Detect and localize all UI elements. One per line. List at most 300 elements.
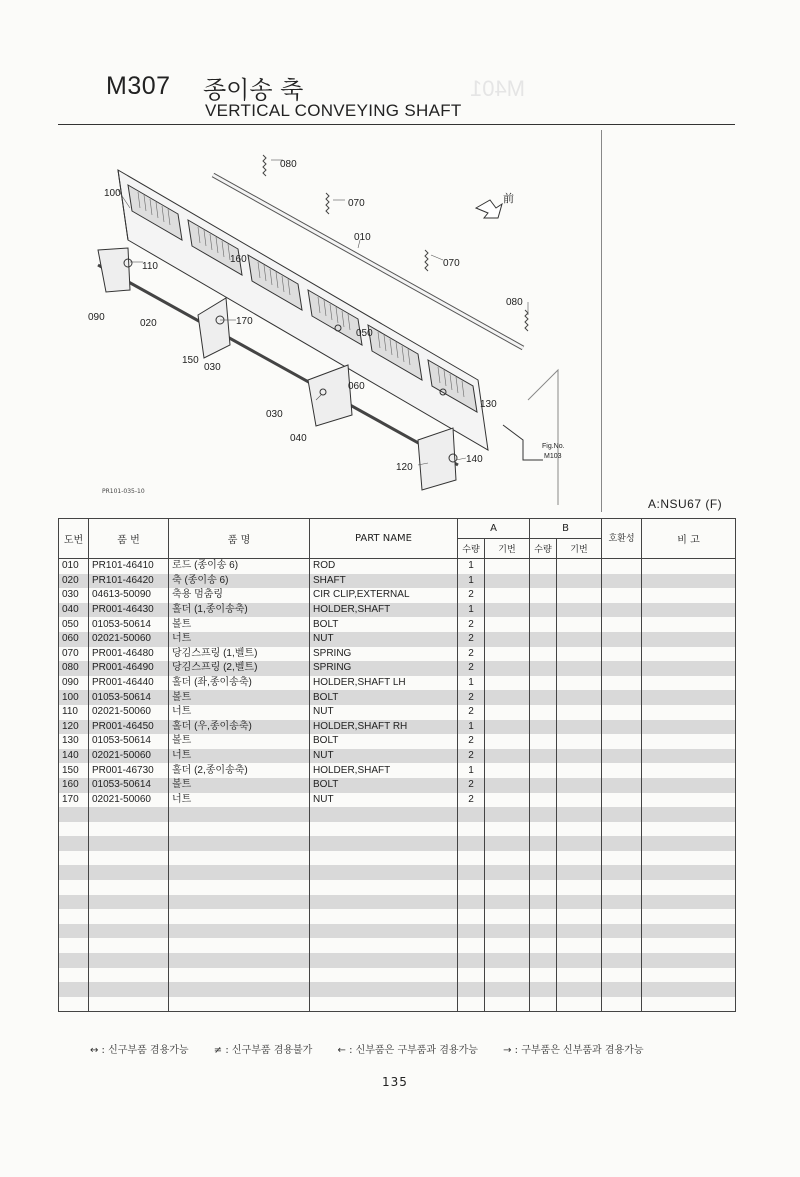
cell-name-kr: 홀더 (2,종이송축) — [169, 763, 310, 778]
table-row — [59, 997, 736, 1012]
cell-part-name: BOLT — [310, 734, 458, 749]
cell-part-name: SPRING — [310, 661, 458, 676]
cell-empty — [485, 676, 530, 691]
cell-empty — [485, 865, 530, 880]
cell-empty — [485, 647, 530, 662]
cell-name-kr: 볼트 — [169, 734, 310, 749]
cell-empty — [557, 865, 602, 880]
cell-part-no: 04613-50090 — [89, 588, 169, 603]
cell-empty — [485, 807, 530, 822]
cell-empty — [485, 836, 530, 851]
cell-empty — [642, 793, 736, 808]
cell-empty — [602, 705, 642, 720]
cell-empty — [530, 909, 557, 924]
table-row — [59, 734, 736, 749]
cell-empty — [530, 559, 557, 574]
cell-empty — [642, 997, 736, 1012]
cell-empty — [485, 909, 530, 924]
cell-part-no: PR001-46480 — [89, 647, 169, 662]
cell-empty — [557, 734, 602, 749]
cell-empty — [602, 924, 642, 939]
cell-empty — [557, 822, 602, 837]
cell-part-name: HOLDER,SHAFT — [310, 763, 458, 778]
cell-empty — [557, 997, 602, 1012]
cell-empty — [557, 661, 602, 676]
col-header-no: 도번 — [59, 519, 89, 559]
cell-part-name — [310, 982, 458, 997]
cell-empty — [557, 749, 602, 764]
cell-part-name — [310, 997, 458, 1012]
callout-060: 060 — [348, 381, 365, 392]
col-header-part-name: PART NAME — [310, 519, 458, 559]
callout-100: 100 — [104, 188, 121, 199]
cell-qty — [458, 968, 485, 983]
fig-label: Fig.No. — [542, 443, 565, 450]
cell-empty — [530, 705, 557, 720]
cell-part-no: PR001-46430 — [89, 603, 169, 618]
table-row — [59, 836, 736, 851]
cell-empty — [530, 632, 557, 647]
cell-no — [59, 851, 89, 866]
cell-part-name: SHAFT — [310, 574, 458, 589]
callout-070b: 070 — [443, 258, 460, 269]
cell-empty — [557, 851, 602, 866]
cell-qty — [458, 997, 485, 1012]
cell-no: 170 — [59, 793, 89, 808]
cell-empty — [557, 690, 602, 705]
cell-name-kr — [169, 822, 310, 837]
cell-empty — [642, 690, 736, 705]
cell-empty — [530, 880, 557, 895]
cell-empty — [557, 720, 602, 735]
model-label: A:NSU67 (F) — [648, 497, 723, 511]
table-row — [59, 909, 736, 924]
cell-empty — [602, 982, 642, 997]
diagram-divider — [601, 130, 602, 512]
cell-empty — [602, 749, 642, 764]
callout-030b: 030 — [266, 409, 283, 420]
cell-empty — [485, 632, 530, 647]
cell-empty — [557, 588, 602, 603]
cell-empty — [642, 676, 736, 691]
cell-name-kr — [169, 836, 310, 851]
cell-empty — [530, 778, 557, 793]
cell-no: 020 — [59, 574, 89, 589]
cell-name-kr — [169, 865, 310, 880]
cell-part-name — [310, 953, 458, 968]
cell-empty — [530, 836, 557, 851]
cell-part-no: 02021-50060 — [89, 793, 169, 808]
cell-no — [59, 968, 89, 983]
cell-qty: 2 — [458, 749, 485, 764]
cell-name-kr: 볼트 — [169, 690, 310, 705]
cell-no — [59, 997, 89, 1012]
header-rule — [58, 124, 735, 125]
cell-qty — [458, 909, 485, 924]
cell-no — [59, 895, 89, 910]
cell-empty — [485, 705, 530, 720]
cell-empty — [642, 851, 736, 866]
cell-empty — [557, 632, 602, 647]
cell-no: 060 — [59, 632, 89, 647]
cell-no — [59, 953, 89, 968]
cell-empty — [557, 909, 602, 924]
cell-no — [59, 880, 89, 895]
cell-empty — [485, 880, 530, 895]
cell-qty — [458, 982, 485, 997]
compatibility-legend — [90, 1041, 666, 1056]
cell-qty: 2 — [458, 617, 485, 632]
cell-name-kr — [169, 924, 310, 939]
cell-name-kr: 홀더 (좌,종이송축) — [169, 676, 310, 691]
cell-name-kr — [169, 851, 310, 866]
page-code: M307 — [106, 72, 171, 100]
cell-no: 030 — [59, 588, 89, 603]
cell-empty — [602, 968, 642, 983]
cell-no: 070 — [59, 647, 89, 662]
cell-part-no: 02021-50060 — [89, 749, 169, 764]
cell-empty — [557, 559, 602, 574]
cell-qty: 1 — [458, 559, 485, 574]
cell-part-no: PR101-46420 — [89, 574, 169, 589]
cell-empty — [642, 865, 736, 880]
table-row — [59, 690, 736, 705]
parts-table-body — [59, 559, 736, 1012]
cell-no: 100 — [59, 690, 89, 705]
cell-name-kr: 너트 — [169, 793, 310, 808]
legend-item: ↔ : 신구부품 겸용가능 — [90, 1045, 189, 1056]
cell-empty — [557, 982, 602, 997]
callout-120: 120 — [396, 462, 413, 473]
table-row — [59, 574, 736, 589]
cell-empty — [485, 851, 530, 866]
cell-empty — [642, 574, 736, 589]
cell-empty — [642, 938, 736, 953]
cell-empty — [530, 749, 557, 764]
cell-qty — [458, 807, 485, 822]
cell-empty — [642, 705, 736, 720]
cell-empty — [485, 982, 530, 997]
cell-name-kr — [169, 953, 310, 968]
callout-080: 080 — [280, 159, 297, 170]
cell-name-kr: 볼트 — [169, 778, 310, 793]
cell-empty — [642, 720, 736, 735]
cell-part-no — [89, 924, 169, 939]
cell-empty — [485, 617, 530, 632]
cell-empty — [530, 865, 557, 880]
page-number: 135 — [382, 1075, 408, 1089]
cell-qty — [458, 924, 485, 939]
cell-part-no — [89, 822, 169, 837]
cell-empty — [485, 997, 530, 1012]
cell-name-kr: 로드 (종이송 6) — [169, 559, 310, 574]
cell-empty — [642, 836, 736, 851]
cell-empty — [602, 997, 642, 1012]
cell-empty — [602, 865, 642, 880]
cell-empty — [602, 647, 642, 662]
cell-part-name — [310, 880, 458, 895]
cell-empty — [642, 953, 736, 968]
table-row — [59, 559, 736, 574]
cell-name-kr: 홀더 (우,종이송축) — [169, 720, 310, 735]
table-row — [59, 778, 736, 793]
cell-empty — [530, 676, 557, 691]
cell-part-no — [89, 909, 169, 924]
cell-empty — [557, 676, 602, 691]
cell-empty — [557, 705, 602, 720]
col-header-part-no: 품 번 — [89, 519, 169, 559]
cell-part-name — [310, 836, 458, 851]
cell-name-kr — [169, 997, 310, 1012]
cell-empty — [642, 632, 736, 647]
cell-empty — [485, 822, 530, 837]
cell-qty — [458, 938, 485, 953]
cell-empty — [530, 982, 557, 997]
callout-090: 090 — [88, 312, 105, 323]
callout-170: 170 — [236, 316, 253, 327]
cell-empty — [557, 938, 602, 953]
cell-part-name — [310, 895, 458, 910]
cell-empty — [642, 734, 736, 749]
cell-part-name: NUT — [310, 749, 458, 764]
front-label: 前 — [503, 193, 514, 205]
callout-150: 150 — [182, 355, 199, 366]
cell-empty — [557, 953, 602, 968]
cell-no: 140 — [59, 749, 89, 764]
cell-part-name — [310, 851, 458, 866]
cell-empty — [642, 822, 736, 837]
cell-part-name: NUT — [310, 705, 458, 720]
cell-empty — [485, 559, 530, 574]
table-row — [59, 793, 736, 808]
cell-empty — [642, 661, 736, 676]
col-header-group-b: B — [530, 519, 602, 539]
cell-part-no — [89, 997, 169, 1012]
table-row — [59, 851, 736, 866]
cell-part-no — [89, 895, 169, 910]
cell-part-name: BOLT — [310, 617, 458, 632]
cell-empty — [530, 647, 557, 662]
cell-part-name — [310, 909, 458, 924]
cell-empty — [602, 574, 642, 589]
cell-qty — [458, 953, 485, 968]
cell-part-no — [89, 807, 169, 822]
cell-empty — [557, 793, 602, 808]
table-row — [59, 749, 736, 764]
fig-number: M103 — [544, 453, 562, 460]
cell-name-kr — [169, 968, 310, 983]
cell-no — [59, 982, 89, 997]
cell-empty — [642, 763, 736, 778]
cell-empty — [602, 851, 642, 866]
cell-name-kr — [169, 880, 310, 895]
cell-no — [59, 836, 89, 851]
cell-empty — [602, 938, 642, 953]
cell-empty — [602, 617, 642, 632]
cell-empty — [642, 982, 736, 997]
cell-empty — [530, 938, 557, 953]
cell-empty — [602, 909, 642, 924]
cell-part-name: ROD — [310, 559, 458, 574]
cell-part-name: NUT — [310, 632, 458, 647]
cell-part-no: PR001-46490 — [89, 661, 169, 676]
table-row — [59, 705, 736, 720]
cell-qty: 2 — [458, 793, 485, 808]
col-header-b-base: 기번 — [557, 539, 602, 559]
cell-empty — [642, 647, 736, 662]
cell-empty — [602, 836, 642, 851]
cell-empty — [642, 749, 736, 764]
cell-empty — [602, 822, 642, 837]
cell-empty — [485, 661, 530, 676]
cell-empty — [602, 778, 642, 793]
cell-empty — [602, 953, 642, 968]
cell-empty — [530, 661, 557, 676]
cell-part-name — [310, 968, 458, 983]
callout-160: 160 — [230, 254, 247, 265]
cell-part-no — [89, 938, 169, 953]
cell-empty — [602, 632, 642, 647]
cell-no: 080 — [59, 661, 89, 676]
cell-empty — [485, 763, 530, 778]
cell-empty — [530, 851, 557, 866]
cell-part-no — [89, 953, 169, 968]
cell-part-no: 02021-50060 — [89, 705, 169, 720]
table-row — [59, 603, 736, 618]
cell-empty — [530, 603, 557, 618]
cell-part-name — [310, 822, 458, 837]
callout-030: 030 — [204, 362, 221, 373]
cell-name-kr: 너트 — [169, 705, 310, 720]
cell-part-no — [89, 865, 169, 880]
col-header-compat: 호환성 — [602, 519, 642, 559]
cell-part-name: BOLT — [310, 778, 458, 793]
cell-qty: 1 — [458, 720, 485, 735]
cell-empty — [485, 938, 530, 953]
cell-part-name — [310, 807, 458, 822]
diagram-reference: PR101-035-10 — [102, 488, 145, 495]
cell-name-kr — [169, 807, 310, 822]
cell-name-kr: 축 (종이송 6) — [169, 574, 310, 589]
parts-table — [58, 518, 736, 1012]
cell-part-no: 02021-50060 — [89, 632, 169, 647]
cell-empty — [485, 924, 530, 939]
callout-110: 110 — [142, 261, 158, 272]
cell-qty — [458, 836, 485, 851]
callout-080b: 080 — [506, 297, 523, 308]
cell-name-kr: 당김스프링 (2,벨트) — [169, 661, 310, 676]
table-row — [59, 968, 736, 983]
cell-empty — [602, 763, 642, 778]
cell-part-name: HOLDER,SHAFT — [310, 603, 458, 618]
cell-empty — [485, 734, 530, 749]
cell-no — [59, 807, 89, 822]
cell-name-kr: 축용 멈춤링 — [169, 588, 310, 603]
legend-item: ≠ : 신구부품 겸용불가 — [213, 1045, 313, 1056]
cell-part-no: PR001-46440 — [89, 676, 169, 691]
table-row — [59, 924, 736, 939]
cell-no — [59, 865, 89, 880]
cell-empty — [557, 647, 602, 662]
cell-empty — [557, 880, 602, 895]
cell-empty — [530, 690, 557, 705]
callout-070: 070 — [348, 198, 365, 209]
cell-empty — [485, 574, 530, 589]
cell-empty — [642, 617, 736, 632]
bleed-through: M401 — [470, 76, 526, 101]
cell-qty — [458, 865, 485, 880]
cell-empty — [602, 720, 642, 735]
legend-item: → : 구부품은 신부품과 겸용가능 — [503, 1045, 644, 1056]
cell-empty — [530, 588, 557, 603]
table-row — [59, 895, 736, 910]
cell-empty — [485, 953, 530, 968]
cell-empty — [485, 968, 530, 983]
col-header-name-kr: 품 명 — [169, 519, 310, 559]
callout-140: 140 — [466, 454, 483, 465]
table-row — [59, 676, 736, 691]
cell-part-no: 01053-50614 — [89, 690, 169, 705]
cell-empty — [602, 588, 642, 603]
table-row — [59, 982, 736, 997]
cell-name-kr — [169, 938, 310, 953]
cell-qty — [458, 851, 485, 866]
cell-part-name — [310, 865, 458, 880]
cell-empty — [642, 968, 736, 983]
cell-empty — [530, 763, 557, 778]
cell-qty: 2 — [458, 647, 485, 662]
callout-020: 020 — [140, 318, 157, 329]
page-title-english: VERTICAL CONVEYING SHAFT — [205, 101, 462, 120]
cell-empty — [557, 836, 602, 851]
cell-part-name: SPRING — [310, 647, 458, 662]
cell-empty — [602, 603, 642, 618]
cell-part-no — [89, 982, 169, 997]
cell-empty — [530, 895, 557, 910]
cell-no — [59, 938, 89, 953]
cell-part-no: 01053-50614 — [89, 734, 169, 749]
table-row — [59, 865, 736, 880]
callout-050: 050 — [356, 328, 373, 339]
cell-part-name — [310, 938, 458, 953]
cell-name-kr: 홀더 (1,종이송축) — [169, 603, 310, 618]
cell-qty: 2 — [458, 661, 485, 676]
table-row — [59, 720, 736, 735]
cell-part-name: BOLT — [310, 690, 458, 705]
cell-empty — [602, 734, 642, 749]
table-row — [59, 880, 736, 895]
cell-empty — [557, 968, 602, 983]
legend-item: ← : 신부품은 구부품과 겸용가능 — [337, 1045, 478, 1056]
cell-empty — [602, 690, 642, 705]
cell-no — [59, 822, 89, 837]
cell-empty — [530, 574, 557, 589]
cell-name-kr: 볼트 — [169, 617, 310, 632]
cell-qty — [458, 822, 485, 837]
table-row — [59, 763, 736, 778]
cell-empty — [485, 588, 530, 603]
cell-part-no — [89, 851, 169, 866]
cell-qty: 1 — [458, 676, 485, 691]
cell-qty — [458, 895, 485, 910]
cell-part-no: PR101-46410 — [89, 559, 169, 574]
cell-no: 150 — [59, 763, 89, 778]
cell-empty — [642, 559, 736, 574]
cell-part-no — [89, 968, 169, 983]
cell-part-name: HOLDER,SHAFT LH — [310, 676, 458, 691]
table-row — [59, 588, 736, 603]
cell-no: 130 — [59, 734, 89, 749]
